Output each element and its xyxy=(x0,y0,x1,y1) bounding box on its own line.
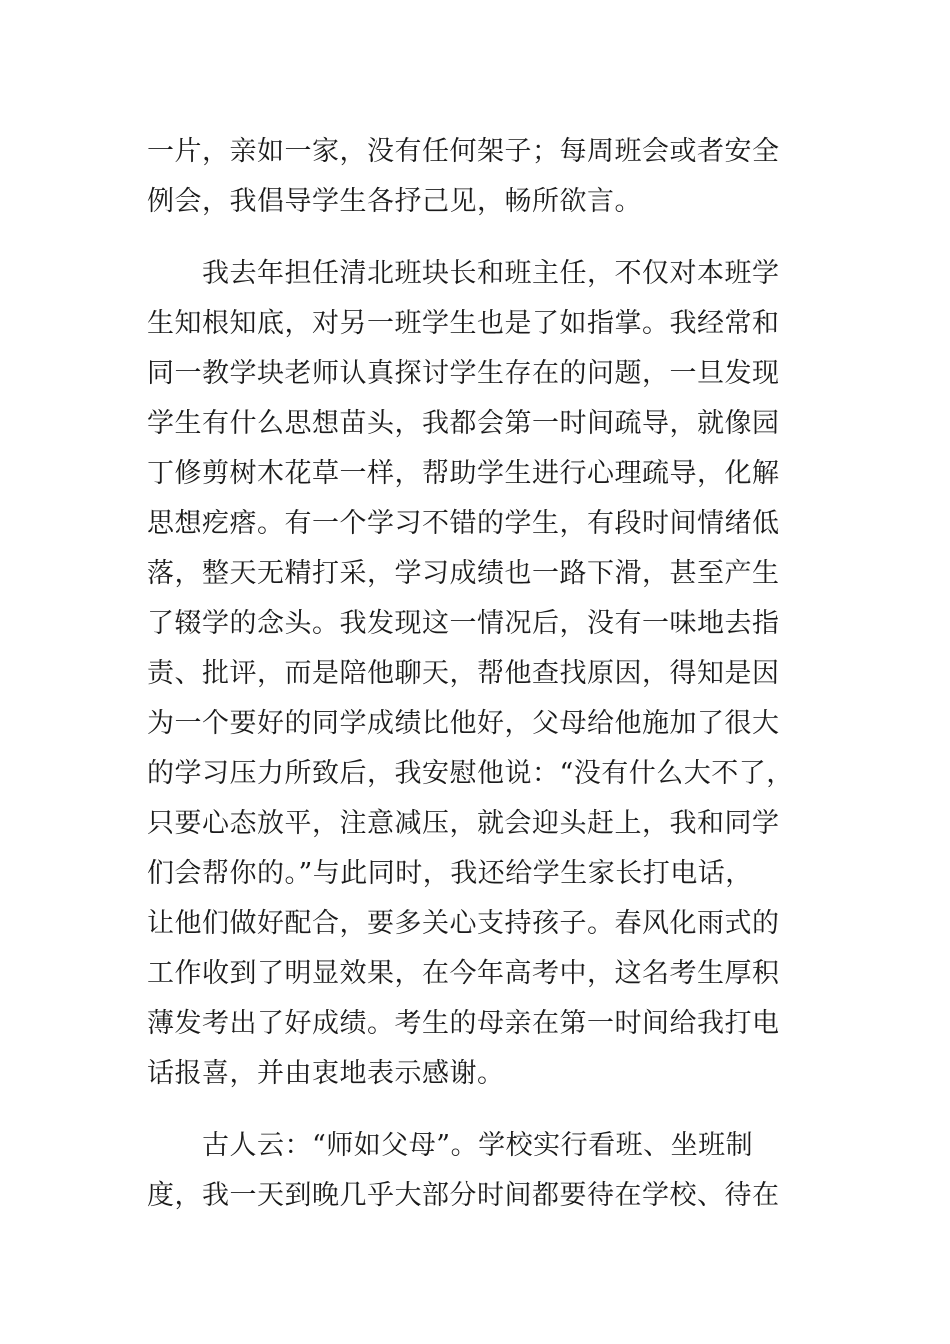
text-line: 丁修剪树木花草一样，帮助学生进行心理疏导，化解 xyxy=(147,458,780,489)
text-line: 为一个要好的同学成绩比他好，父母给他施加了很大 xyxy=(147,708,780,739)
text-line: 一片，亲如一家，没有任何架子；每周班会或者安全 xyxy=(147,136,780,167)
text-line: 生知根知底，对另一班学生也是了如指掌。我经常和 xyxy=(147,308,780,339)
text-line: 薄发考出了好成绩。考生的母亲在第一时间给我打电 xyxy=(147,1008,780,1039)
paragraph xyxy=(147,1121,811,1221)
text-line: 思想疙瘩。有一个学习不错的学生，有段时间情绪低 xyxy=(147,508,780,539)
paragraph xyxy=(147,249,811,1099)
text-line: 度，我一天到晚几乎大部分时间都要待在学校、待在 xyxy=(147,1180,780,1211)
text-line: 例会，我倡导学生各抒己见，畅所欲言。 xyxy=(147,186,642,217)
body-text xyxy=(147,127,811,1221)
text-line: 们会帮你的。”与此同时，我还给学生家长打电话， xyxy=(147,858,753,889)
text-line: 工作收到了明显效果，在今年高考中，这名考生厚积 xyxy=(147,958,780,989)
text-line: 我去年担任清北班块长和班主任，不仅对本班学 xyxy=(147,258,780,289)
text-line: 责、批评，而是陪他聊天，帮他查找原因，得知是因 xyxy=(147,658,780,689)
text-line: 让他们做好配合，要多关心支持孩子。春风化雨式的 xyxy=(147,908,780,939)
text-line: 同一教学块老师认真探讨学生存在的问题，一旦发现 xyxy=(147,358,780,389)
text-line: 了辍学的念头。我发现这一情况后，没有一味地去指 xyxy=(147,608,780,639)
text-line: 古人云：“师如父母”。学校实行看班、坐班制 xyxy=(147,1130,754,1161)
paragraph-spacing xyxy=(147,1099,811,1121)
text-line: 话报喜，并由衷地表示感谢。 xyxy=(147,1058,505,1089)
paragraph-spacing xyxy=(147,227,811,249)
text-line: 落，整天无精打采，学习成绩也一路下滑，甚至产生 xyxy=(147,558,780,589)
text-line: 只要心态放平，注意减压，就会迎头赶上，我和同学 xyxy=(147,808,780,839)
paragraph xyxy=(147,127,811,227)
text-line: 的学习压力所致后，我安慰他说：“没有什么大不了， xyxy=(147,758,794,789)
text-line: 学生有什么思想苗头，我都会第一时间疏导，就像园 xyxy=(147,408,780,439)
